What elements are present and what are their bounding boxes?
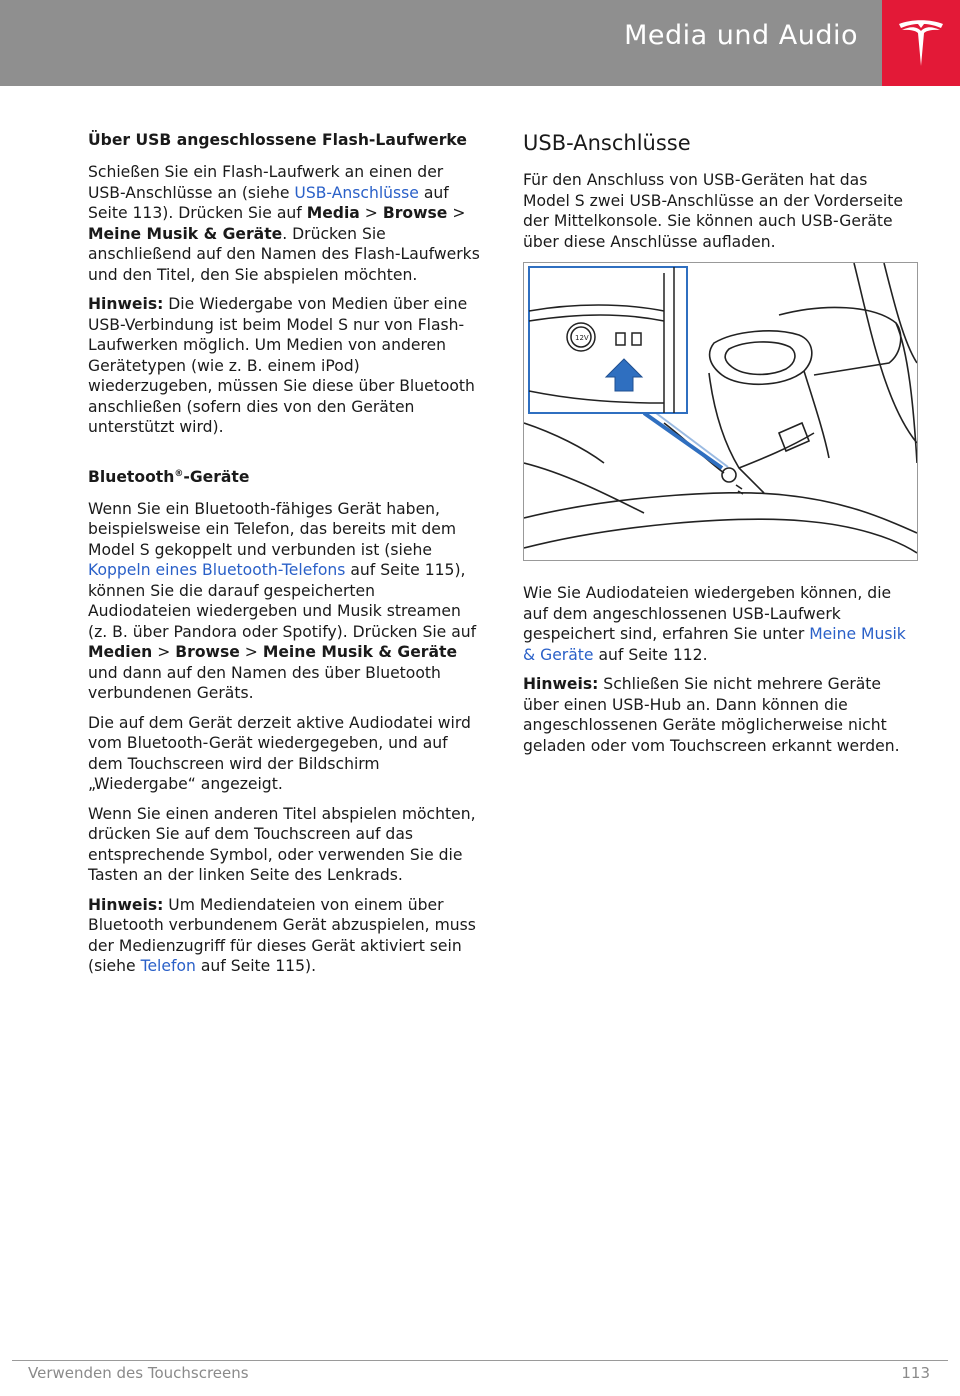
left-column: [88, 130, 480, 986]
right-column: [523, 130, 918, 765]
header-title: Media und Audio: [624, 20, 858, 51]
bold-media: Media: [306, 204, 360, 222]
brand-logo: [882, 0, 960, 86]
text: Schließen Sie nicht mehrere Geräte über einen USB-Hub an. Dann können die angeschlossenen Geräte möglicherweise nicht geladen oder vom Touchscreen erkannt werden.: [523, 675, 900, 755]
page-number: 113: [901, 1364, 930, 1382]
console-drawing: [524, 263, 917, 560]
text: auf Seite 112.: [593, 645, 708, 664]
paragraph-audio-files: [523, 583, 918, 665]
heading-flash-drives: Über USB angeschlossene Flash-Laufwerke: [88, 131, 467, 149]
paragraph-usb: Für den Anschluss von USB-Geräten hat das Model S zwei USB-Anschlüsse an der Vorderseite der Mittelkonsole. Sie können auch USB-Geräte über diese Anschlüsse aufladen.: [523, 171, 903, 251]
text: -Geräte: [183, 467, 250, 486]
text: Wenn Sie ein Bluetooth-fähiges Gerät haben, beispielsweise ein Telefon, das bereits mit dem Model S gekoppelt und verbunden ist (siehe: [88, 499, 457, 559]
text: und dann auf den Namen des über Bluetooth verbundenen Geräts.: [88, 663, 441, 703]
note-label: Hinweis:: [88, 895, 164, 914]
paragraph-playback: Die auf dem Gerät derzeit aktive Audiodatei wird vom Bluetooth-Gerät wiedergegeben, und auf dem Touchscreen wird der Bildschirm „Wiedergabe“ angezeigt.: [88, 713, 471, 794]
text: Schießen Sie ein Flash-Laufwerk an einen der USB-Anschlüsse an (siehe: [88, 163, 444, 202]
text: Bluetooth: [88, 467, 175, 486]
bold-media: Medien: [88, 643, 153, 662]
page-header: [0, 0, 960, 86]
text: auf Seite 113). Drücken Sie auf: [88, 183, 449, 222]
bold-my-music: Meine Musik & Geräte: [262, 643, 458, 662]
bold-browse: Browse: [175, 643, 240, 662]
paragraph-flash: [88, 162, 480, 285]
text: Wie Sie Audiodateien wiedergeben können, die auf dem angeschlossenen USB-Laufwerk gespeichert sind, erfahren Sie unter: [523, 584, 892, 643]
note-usb-hub: [523, 674, 918, 756]
text: >: [239, 643, 263, 662]
console-illustration: [523, 262, 918, 561]
figure-label: 12V: [575, 334, 589, 342]
link-pairing[interactable]: Koppeln eines Bluetooth-Telefons: [88, 561, 346, 580]
text: Die Wiedergabe von Medien über eine USB-Verbindung ist beim Model S nur von Flash-Laufwerken möglich. Um Medien von anderen Gerätetypen (wie z. B. einem iPod) wiederzugeben, müssen Sie diese über Bluetooth anschließen (sofern dies von den Geräten unterstützt wird).: [88, 295, 475, 436]
heading-usb-ports: USB-Anschlüsse: [523, 131, 691, 155]
tesla-t-logo-icon: [896, 16, 946, 70]
heading-bluetooth: [88, 464, 480, 487]
registered-mark: ®: [174, 468, 184, 479]
link-usb-ports[interactable]: USB-Anschlüsse: [294, 183, 419, 202]
bold-browse: Browse: [382, 204, 448, 222]
paragraph-bluetooth: [88, 499, 480, 704]
note-label: Hinweis:: [523, 675, 599, 693]
text: >: [447, 204, 466, 222]
text: Um Mediendateien von einem über Bluetooth verbundenem Gerät abzuspielen, muss der Medienzugriff für dieses Gerät aktiviert sein (siehe: [88, 895, 476, 976]
note-usb-only: [88, 294, 480, 438]
link-phone[interactable]: Telefon: [140, 957, 196, 976]
bold-my-music: Meine Musik & Geräte: [88, 224, 283, 243]
text: >: [359, 204, 383, 222]
note-media-access: [88, 895, 480, 977]
note-label: Hinweis:: [88, 295, 164, 313]
text: auf Seite 115), können Sie die darauf gespeicherten Audiodateien wiedergeben und Musik streamen (z. B. über Pandora oder Spotify). Drücken Sie auf: [88, 561, 477, 641]
footer-section: Verwenden des Touchscreens: [28, 1364, 249, 1382]
link-my-music[interactable]: Meine Musik & Geräte: [523, 625, 906, 664]
paragraph-other-title: Wenn Sie einen anderen Titel abspielen möchten, drücken Sie auf dem Touchscreen auf das entsprechende Symbol, oder verwenden Sie die Tasten an der linken Seite des Lenkrads.: [88, 804, 476, 885]
footer-divider: [12, 1360, 948, 1361]
text: . Drücken Sie anschließend auf den Namen des Flash-Laufwerks und den Titel, den Sie abspielen möchten.: [88, 224, 480, 284]
text: auf Seite 115).: [195, 957, 317, 976]
text: >: [152, 643, 176, 662]
